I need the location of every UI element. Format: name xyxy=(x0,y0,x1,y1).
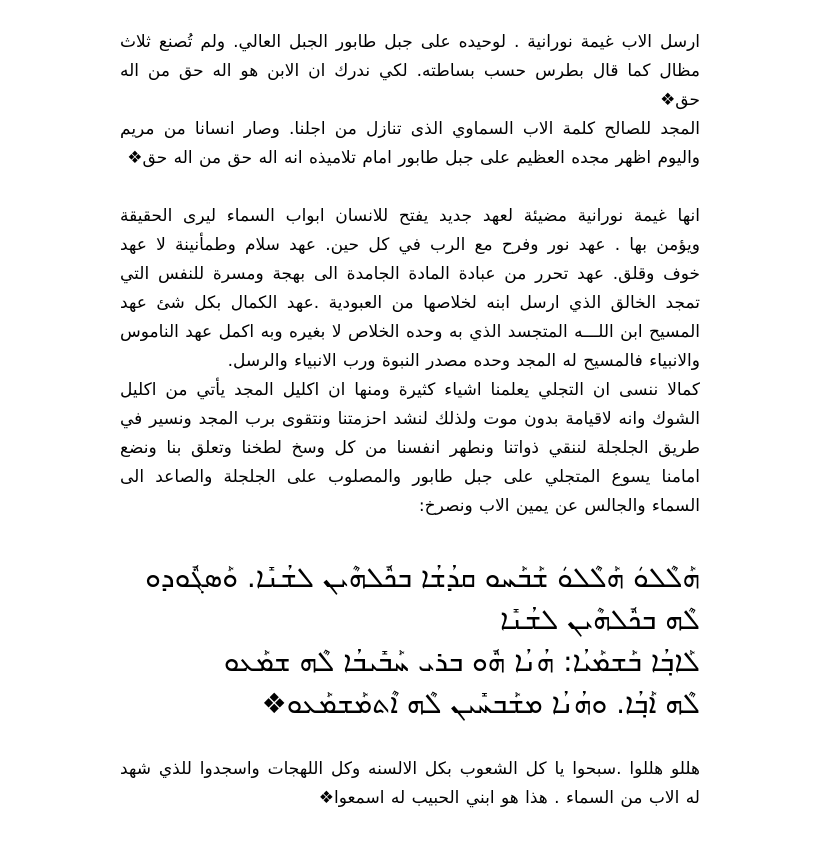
paragraph-transfiguration-lessons: كمالا ننسى ان التجلي يعلمنا اشياء كثيرة ومنها ان اكليل المجد يأتي من اكليل الشوك وانه لاقيامة بدون موت ولذلك لنشد احزمتنا ونتقوى برب المجد ونسير في طريق الجلجلة لننقي ذواتنا ونطهر انفسنا من كل وسخ لطخنا وتعلق بنا ونضع امامنا يسوع المتجلي على جبل طابور والمصلوب على الجلجلة والصاعد الى السماء والجالس عن يمين الاب ونصرخ: xyxy=(120,380,700,516)
closing-spacer xyxy=(120,725,700,755)
paragraph-new-covenant: انها غيمة نورانية مضيئة لعهد جديد يفتح للانسان ابواب السماء ليرى الحقيقة ويؤمن بها . عهد نور وفرح مع الرب في كل حين. عهد سلام وطمأنينة لا عهد خوف وقلق. عهد تحرر من عبادة المادة الجامدة الى بهجة ومسرة للنفس التي تمجد الخالق الذي ارسل ابنه لخلاصها من العبودية .عهد الكمال بكل شئ عهد المسيح ابن اللـــه المتجسد الذي به وحده الخلاص لا بغيره وبه اكمل عهد الناموس والانبياء فالمسيح له المجد وحده مصدر النبوة ورب الانبياء والرسل. xyxy=(120,206,700,371)
syriac-line: ܠܶܗ ܐܰܒ݂ܳܐ. ܘܗܳܢܳܐ ܡܫܰܒܚܺܝܢ ܠܶܗ ܐܶܬܡܰܫܡܰܥܘ❖ xyxy=(261,687,700,720)
paragraph-transfiguration-cloud: ارسل الاب غيمة نورانية . لوحيده على جبل طابور الجبل العالي. ولم تُصنع ثلاث مظال كما قال بطرس حسب بساطته. لكي ندرك ان الابن هو اله حق من اله حق❖ xyxy=(120,32,700,110)
document-page xyxy=(120,28,700,813)
paragraph-spacer xyxy=(120,173,700,202)
paragraph-hallelujah: هللو هللوا .سبحوا يا كل الشعوب بكل الالسنه وكل اللهجات واسجدوا للذي شهد له الاب من السماء . هذا هو ابني الحبيب له اسمعوا❖ xyxy=(120,759,700,808)
syriac-hymn xyxy=(120,557,700,725)
syriac-spacer xyxy=(120,521,700,557)
syriac-line: ܗܰܠܶܠܘܿ ܗܰܠܶܠܘܿ ܫܰܒܰܚܘ ܩܕܳܫܳܐ ܒܟܽܠܗܶܝܢ ܠܫܳܢܺܐ. ܘܰܣܓܽܘܕܘ ܠܶܗ ܒܟܽܠܗܶܝܢ ܠܫܳܢܺܐ xyxy=(145,561,700,636)
syriac-line: ܠܰܐܒ݂ܳܐ ܒܰܫܡܰܝܳܐ: ܗܳܢܳܐ ܗܽܘ ܒܪܝ ܚܰܒܺܝܒܳܐ ܠܶܗ ܫܡܰܥܘ xyxy=(223,645,700,678)
paragraph-glory-to-word: المجد للصالح كلمة الاب السماوي الذى تنازل من اجلنا. وصار انسانا من مريم واليوم اظهر مجده العظيم على جبل طابور امام تلاميذه انه اله حق من اله حق❖ xyxy=(120,119,700,168)
